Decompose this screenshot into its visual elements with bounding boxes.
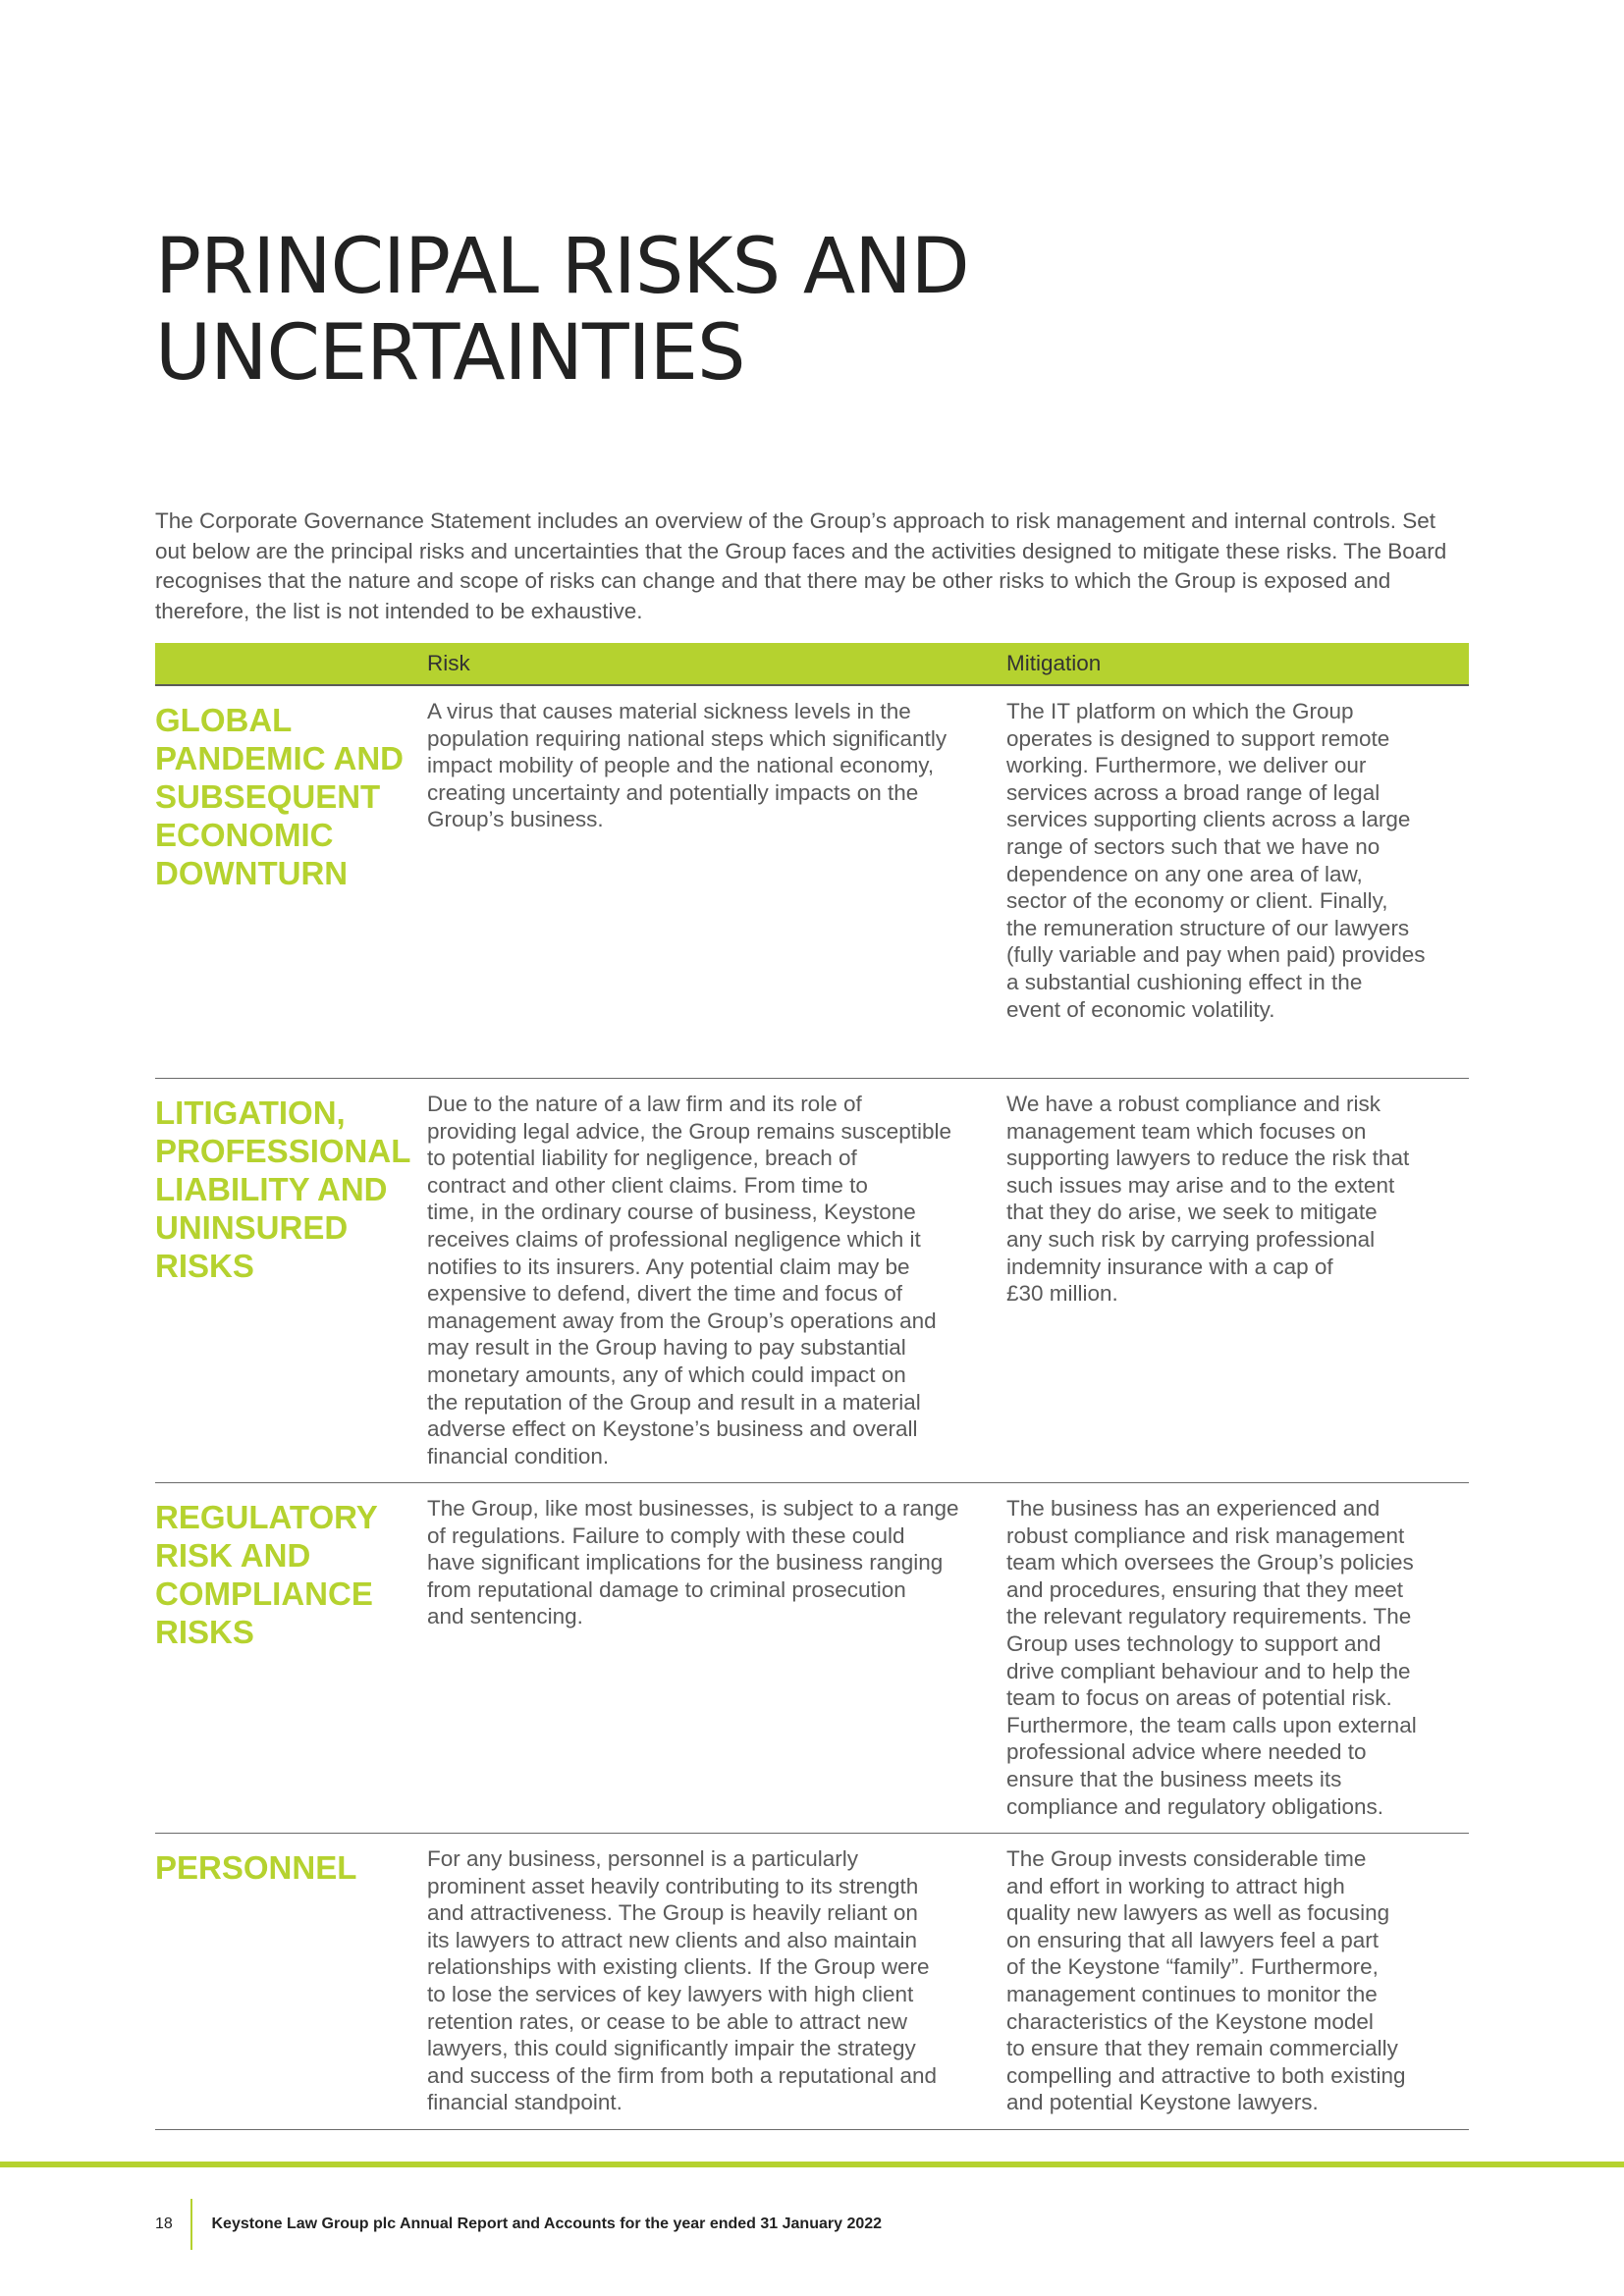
risk-table <box>155 643 1469 2130</box>
risk-category: GLOBAL PANDEMIC AND SUBSEQUENT ECONOMIC DOWNTURN <box>155 702 404 891</box>
page-footer <box>155 2199 882 2250</box>
table-row <box>155 686 1469 1079</box>
footer-divider <box>190 2199 192 2250</box>
intro-paragraph: The Corporate Governance Statement includes an overview of the Group’s approach to risk management and internal controls. Set out below are the principal risks and uncertainties that the Group faces and the activities designed to mitigate these risks. The Board recognises that the nature and scope of risks can change and that there may be other risks to which the Group is exposed and therefore, the list is not intended to be exhaustive. <box>155 508 1447 623</box>
risk-category: REGULATORY RISK AND COMPLIANCE RISKS <box>155 1499 378 1650</box>
mitigation-description: We have a robust compliance and risk management team which focuses on supporting lawyers to reduce the risk that such issues may arise and to the extent that they do arise, we seek to mitigate any such risk by carrying professional indemnity insurance with a cap of £30 million. <box>1006 1092 1410 1307</box>
risk-description: Due to the nature of a law firm and its role of providing legal advice, the Group remains susceptible to potential liability for negligence, breach of contract and other client claims. From time to time, in the ordinary course of business, Keystone receives claims of professional negligence which it notifies to its insurers. Any potential claim may be expensive to defend, divert the time and focus of management away from the Group’s operations and may result in the Group having to pay substantial monetary amounts, any of which could impact on the reputation of the Group and result in a material adverse effect on Keystone’s business and overall financial condition. <box>427 1092 952 1468</box>
document-title: Keystone Law Group plc Annual Report and Accounts for the year ended 31 January 2022 <box>211 2216 883 2232</box>
mitigation-description: The business has an experienced and robust compliance and risk management team which oversees the Group’s policies and procedures, ensuring that they meet the relevant regulatory requirements. The Group uses technology to support and drive compliant behaviour and to help the team to focus on areas of potential risk. Furthermore, the team calls upon external professional advice where needed to ensure that the business meets its compliance and regulatory obligations. <box>1006 1496 1417 1819</box>
header-risk: Risk <box>427 651 470 675</box>
page-number: 18 <box>155 2216 173 2232</box>
mitigation-description: The Group invests considerable time and effort in working to attract high quality new lawyers as well as focusing on ensuring that all lawyers feel a part of the Keystone “family”. Furthermore, management continues to monitor the characteristics of the Keystone model to ensure that they remain commercially compelling and attractive to both existing and potential Keystone lawyers. <box>1006 1846 1406 2115</box>
risk-description: The Group, like most businesses, is subject to a range of regulations. Failure to comply with these could have significant implications for the business ranging from reputational damage to criminal prosecution and sentencing. <box>427 1496 959 1629</box>
risk-description: For any business, personnel is a particularly prominent asset heavily contributing to its strength and attractiveness. The Group is heavily reliant on its lawyers to attract new clients and also maintain relationships with existing clients. If the Group were to lose the services of key lawyers with high client retention rates, or cease to be able to attract new lawyers, this could significantly impair the strategy and success of the firm from both a reputational and financial standpoint. <box>427 1846 938 2115</box>
table-header <box>155 643 1469 686</box>
table-row <box>155 1483 1469 1834</box>
table-row <box>155 1079 1469 1483</box>
page-title <box>155 224 1235 397</box>
risk-category: LITIGATION, PROFESSIONAL LIABILITY AND UNINSURED RISKS <box>155 1095 411 1284</box>
footer-accent-band <box>0 2162 1624 2167</box>
risk-description: A virus that causes material sickness levels in the population requiring national steps which significantly impact mobility of people and the national economy, creating uncertainty and potentially impacts on the Group’s business. <box>427 699 947 832</box>
risk-category: PERSONNEL <box>155 1849 357 1886</box>
page-title-line-2: UNCERTAINTIES <box>155 309 745 398</box>
table-row <box>155 1834 1469 2130</box>
header-mitigation: Mitigation <box>1006 651 1102 675</box>
page-title-line-1: PRINCIPAL RISKS AND <box>155 223 969 311</box>
mitigation-description: The IT platform on which the Group operates is designed to support remote working. Furthermore, we deliver our services across a broad range of legal services supporting clients across a large range of sectors such that we have no dependence on any one area of law, sector of the economy or client. Finally, the remuneration structure of our lawyers (fully variable and pay when paid) provides a substantial cushioning effect in the event of economic volatility. <box>1006 699 1426 1022</box>
